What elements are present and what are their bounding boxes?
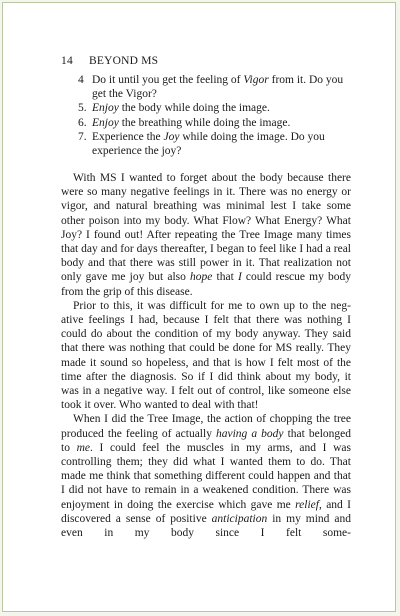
text-run: in my mind and even in my body since I felt some-: [61, 512, 351, 540]
text-run: Do it until you get the feeling of: [92, 74, 244, 86]
italic-text: Enjoy: [92, 116, 119, 129]
text-run: from it. Do you get the Vigor?: [92, 74, 344, 101]
italic-text: Vigor: [243, 74, 269, 86]
paragraph: [61, 171, 351, 299]
text-run: When I did the Tree Image, the action of chopping the tree produced the feeling of actually: [61, 413, 351, 440]
list-number: 6.: [78, 116, 87, 129]
text-run: With MS I wanted to forget about the body because there were so many negative feelings in it. There was no energy or vigor, and natural breathing was minimal lest I take some other poison into my body. What Flow? What Energy? What Joy? I found out! After repeating the Tree Image many times that day and for days thereafter, I began to feel like I had a real body and that there was still power in it. That realization not only gave me joy but also: [61, 172, 351, 284]
running-title: BEYOND MS: [89, 55, 159, 67]
text-run: Prior to this, it was difficult for me to own up to the negative feelings I had, because I felt that there was nothing I could do about the condition of my body anyway. They said that there was nothing that could be done for MS really. They made it sound so hopeless, and that is how I felt most of the time after the diagnosis. So if I did think about my body, it was in a negative way. I felt out of control, like someone else took it over. Who wanted to deal with that!: [61, 299, 351, 412]
italic-text: Enjoy: [92, 102, 119, 115]
list-item: [61, 116, 351, 130]
list-number: 7.: [78, 130, 87, 143]
running-head: [61, 55, 158, 67]
paragraph: [61, 412, 351, 540]
italic-text: having a body: [216, 427, 284, 440]
list-number: 5.: [78, 102, 87, 115]
text-run: that belonged to: [61, 427, 352, 454]
list-item: [61, 101, 351, 115]
list-number: 4: [78, 74, 84, 86]
italic-text: hope: [190, 271, 213, 284]
paragraph: [61, 299, 351, 413]
body-text: [61, 171, 351, 540]
book-page: [2, 2, 396, 612]
italic-text: me: [76, 441, 91, 454]
italic-text: Joy: [163, 130, 180, 143]
numbered-list: [61, 73, 351, 158]
list-item: [61, 73, 351, 101]
text-run: Experience the: [92, 130, 164, 143]
text-run: while doing the image. Do you experience the joy?: [92, 130, 325, 158]
text-run: the breathing while doing the image.: [118, 116, 291, 129]
text-run: could rescue my body from the grip of this disease.: [61, 271, 351, 298]
text-run: that: [212, 271, 238, 284]
text-run: . I could feel the muscles in my arms, and I was controlling them; they did what I wanted them to do. That made me think that something different could happen and that I did not have to remain in a weakened condition. There was enjoyment in doing the exercise which gave me: [61, 441, 351, 511]
italic-text: I: [237, 271, 242, 284]
page-number: 14: [61, 55, 73, 67]
text-run: , and I discovered a sense of positive: [61, 498, 351, 525]
text-run: the body while doing the image.: [118, 102, 270, 115]
list-item: [61, 130, 351, 158]
italic-text: anticipation: [211, 512, 268, 525]
italic-text: relief: [295, 498, 319, 511]
